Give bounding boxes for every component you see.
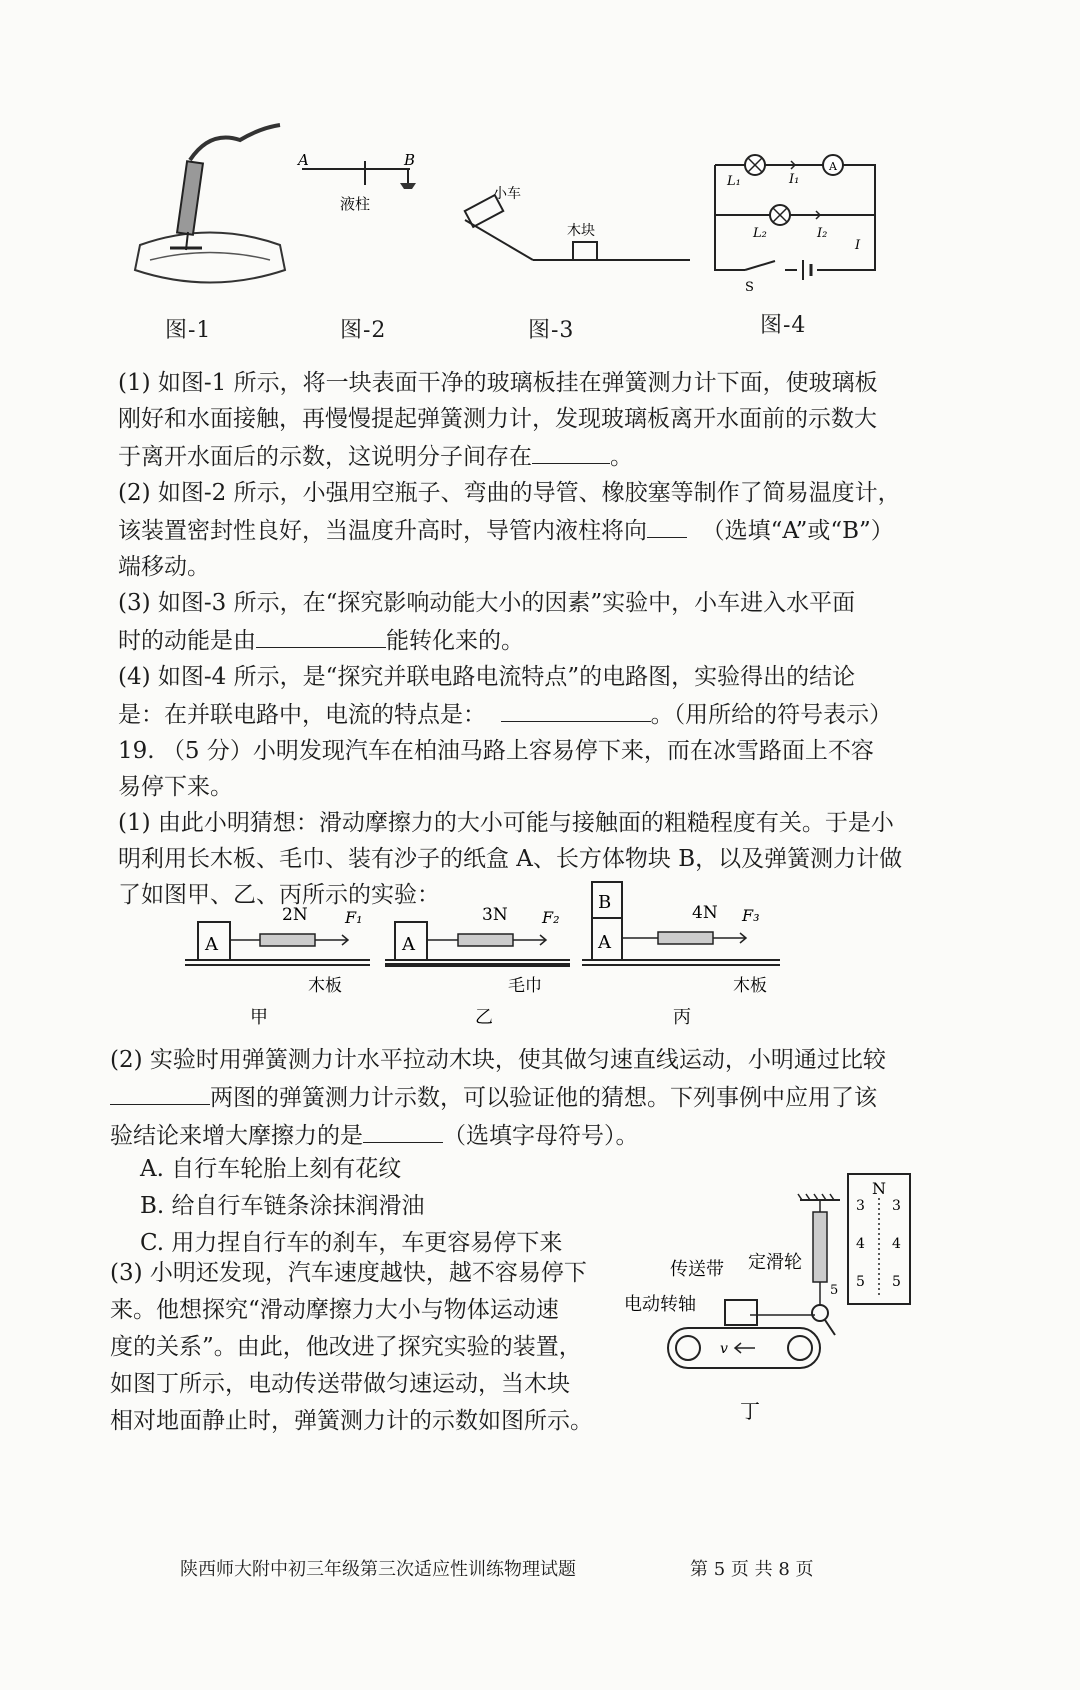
part2-line1: (2) 实验时用弹簧测力计水平拉动木块，使其做匀速直线运动，小明通过比较: [110, 1047, 886, 1073]
box-a-yi-label: A: [402, 934, 415, 955]
scale-4-right: 4: [892, 1236, 901, 1252]
answer-blank-1[interactable]: [532, 437, 610, 464]
answer-blank-2[interactable]: [647, 511, 687, 538]
scale-5-left: 5: [856, 1274, 865, 1290]
scale-3-left: 3: [856, 1198, 865, 1214]
part2-line3: [110, 1116, 990, 1154]
scale-3-right: 3: [892, 1198, 901, 1214]
part2-line3-end: （选填字母符号）。: [443, 1123, 639, 1149]
figure-1-glass-plate: [120, 120, 300, 310]
switch-label: S: [745, 280, 754, 295]
label-yi: 乙: [475, 1007, 493, 1028]
point-b: B: [404, 151, 416, 169]
footer-page-number: 第 5 页 共 8 页: [690, 1559, 814, 1580]
label-bing: 丙: [673, 1007, 691, 1028]
option-b: B. 给自行车链条涂抹润滑油: [140, 1193, 425, 1219]
force-jia: 2N: [282, 905, 308, 925]
liquid-column-label: 液柱: [340, 195, 371, 213]
figure-4-parallel-circuit: [705, 145, 885, 300]
answer-blank-3[interactable]: [256, 621, 386, 648]
q19-line2: 易停下来。: [118, 774, 233, 800]
i2-label: I₂: [817, 226, 828, 241]
q2-line2-text: 该装置密封性良好，当温度升高时，导管内液柱将向: [118, 518, 647, 544]
q3-line2: [118, 621, 998, 659]
f1-label: F₁: [345, 908, 363, 927]
spring-scale-ding: [813, 1212, 827, 1282]
belt-label: 传送带: [670, 1259, 724, 1280]
figure-2-label: 图-2: [340, 318, 387, 343]
q4-line2-end: 。（用所给的符号表示）: [650, 702, 893, 728]
wood-block-ding: [725, 1300, 757, 1325]
part2-line2-end: 两图的弹簧测力计示数，可以验证他的猜想。下列事例中应用了该: [210, 1085, 877, 1111]
force-yi: 3N: [482, 905, 508, 925]
scale-reading-5: 5: [830, 1283, 839, 1298]
q3-line2-end: 能转化来的。: [386, 628, 524, 654]
label-jia: 甲: [250, 1007, 268, 1028]
box-a-bing-label: A: [598, 932, 611, 953]
experiment-yi: [385, 905, 570, 1028]
surface-bing: 木板: [733, 976, 767, 996]
answer-blank-5[interactable]: [110, 1078, 210, 1105]
velocity-label: v: [720, 1341, 728, 1357]
box-a-jia-label: A: [205, 934, 218, 955]
q3-line2-text: 时的动能是由: [118, 628, 256, 654]
part3-line4: 如图丁所示，电动传送带做匀速运动，当木块: [110, 1371, 570, 1397]
answer-blank-4[interactable]: [501, 695, 651, 722]
l1-label: L₁: [727, 174, 741, 189]
part2-line2: [110, 1078, 990, 1116]
force-bing: 4N: [692, 903, 718, 923]
q19-1-line1: (1) 由此小明猜想：滑动摩擦力的大小可能与接触面的粗糙程度有关。于是小: [118, 810, 894, 836]
drive-shaft: [676, 1336, 700, 1360]
part2-line3-text: 验结论来增大摩擦力的是: [110, 1123, 363, 1149]
hand: [190, 125, 280, 160]
label-ding: 丁: [740, 1399, 760, 1423]
spring-scale-bing: [658, 932, 713, 944]
fixed-pulley: [812, 1305, 828, 1321]
figure-2-thermometer: [290, 145, 440, 245]
option-c: C. 用力捏自行车的刹车，车更容易停下来: [140, 1230, 563, 1256]
q4-line2-text: 是：在并联电路中，电流的特点是：: [118, 702, 486, 728]
q2-line3: 端移动。: [118, 554, 210, 580]
q4-line1: (4) 如图-4 所示，是“探究并联电路电流特点”的电路图，实验得出的结论: [118, 664, 856, 690]
answer-blank-6[interactable]: [363, 1116, 443, 1143]
f2-label: F₂: [542, 908, 560, 927]
ammeter-label: A: [829, 160, 837, 173]
part3-line5: 相对地面静止时，弹簧测力计的示数如图所示。: [110, 1408, 593, 1434]
q1-end: 。: [610, 444, 633, 470]
wood-block: [573, 242, 597, 260]
q2-line2: [118, 511, 998, 549]
f3-label: F₃: [742, 906, 760, 925]
scale-5-right: 5: [892, 1274, 901, 1290]
i-label: I: [855, 238, 861, 253]
i1-label: I₁: [789, 172, 800, 187]
question-18-text: [118, 365, 998, 913]
q19-1-line2: 明利用长木板、毛巾、装有沙子的纸盒 A、长方体物块 B，以及弹簧测力计做: [118, 846, 903, 872]
part3-line2: 来。他想探究“滑动摩擦力大小与物体运动速: [110, 1297, 559, 1323]
scale-n-label: N: [872, 1179, 886, 1198]
figure-3-label: 图-3: [528, 318, 575, 343]
q1-line1: (1) 如图-1 所示，将一块表面干净的玻璃板挂在弹簧测力计下面，使玻璃板: [118, 370, 878, 396]
experiment-bing: [582, 882, 780, 1028]
surface-jia: 木板: [308, 976, 342, 996]
surface-yi: 毛巾: [508, 976, 542, 996]
q1-line2: 刚好和水面接触，再慢慢提起弹簧测力计，发现玻璃板离开水面前的示数大: [118, 406, 877, 432]
experiment-jia: [185, 905, 370, 1028]
scale-4-left: 4: [856, 1236, 865, 1252]
q19-1-line3: 了如图甲、乙、丙所示的实验：: [118, 882, 440, 908]
box-b-bing-label: B: [598, 892, 612, 913]
option-a: A. 自行车轮胎上刻有花纹: [140, 1156, 402, 1182]
q2-line1: (2) 如图-2 所示，小强用空瓶子、弯曲的导管、橡胶塞等制作了简易温度计，: [118, 480, 901, 506]
friction-experiment-figures: [180, 870, 980, 1030]
figure-1-label: 图-1: [165, 318, 212, 343]
spring-scale-jia: [260, 934, 315, 946]
bottle: [400, 183, 416, 189]
point-a: A: [298, 151, 309, 169]
q2-line2-end: （选填“A”或“B”）: [701, 518, 894, 544]
part3-line1: (3) 小明还发现，汽车速度越快，越不容易停下: [110, 1260, 587, 1286]
figure-4-label: 图-4: [760, 313, 807, 338]
figure-3-ramp: [455, 180, 695, 270]
cart-label: 小车: [493, 186, 521, 202]
q1-line3-text: 于离开水面后的示数，这说明分子间存在: [118, 444, 532, 470]
q19-line1: 19. （5 分）小明发现汽车在柏油马路上容易停下来，而在冰雪路面上不容: [118, 738, 874, 764]
q3-line1: (3) 如图-3 所示，在“探究影响动能大小的因素”实验中，小车进入水平面: [118, 590, 856, 616]
part-2-text: [110, 1042, 990, 1154]
l2-label: L₂: [753, 226, 767, 241]
figure-ding-conveyor: [620, 1170, 920, 1430]
block-label: 木块: [567, 223, 595, 239]
shaft-label: 电动转轴: [624, 1294, 696, 1315]
q4-line2: [118, 695, 998, 733]
spring-scale: [177, 161, 203, 235]
part-3-text: [110, 1255, 670, 1440]
spring-scale-yi: [458, 934, 513, 946]
part3-line3: 度的关系”。由此，他改进了探究实验的装置，: [110, 1334, 582, 1360]
q1-line3: [118, 437, 998, 475]
footer-exam-title: 陕西师大附中初三年级第三次适应性训练物理试题: [180, 1559, 576, 1580]
pulley-label: 定滑轮: [748, 1252, 802, 1273]
